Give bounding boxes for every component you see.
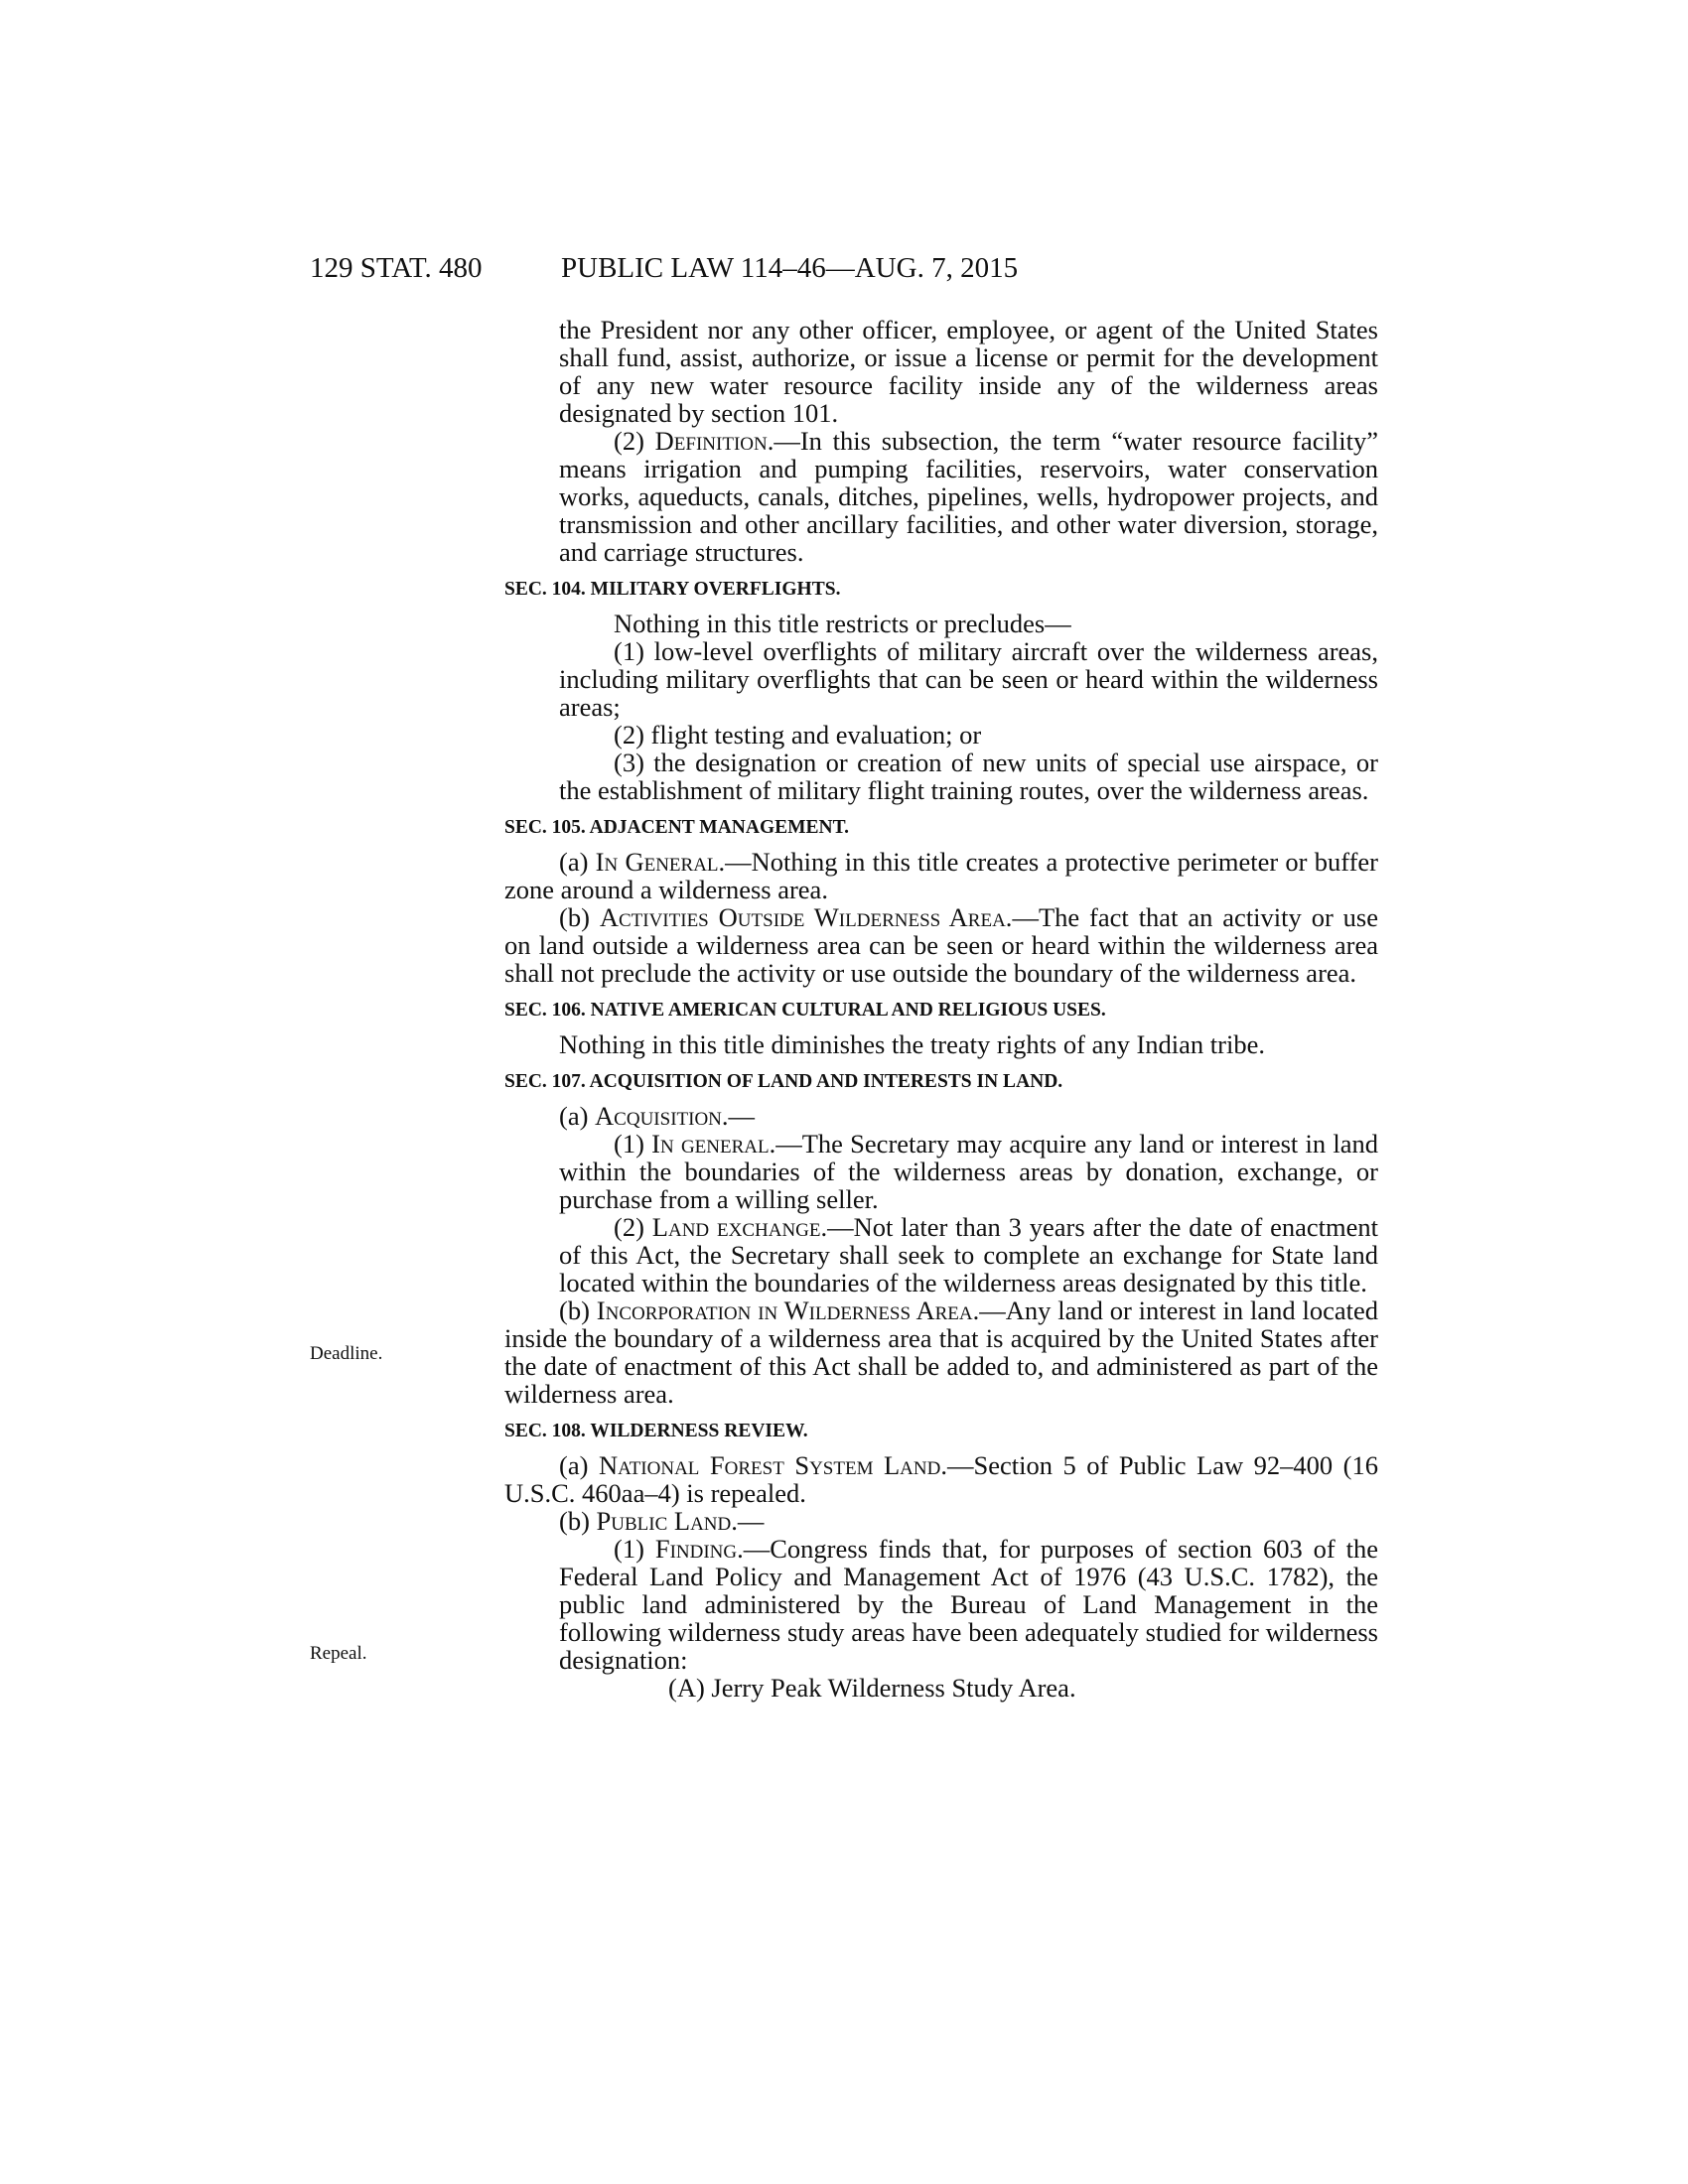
paragraph-107-a-1 xyxy=(504,1130,1378,1213)
paragraph-104-2: (2) flight testing and evaluation; or xyxy=(614,720,982,750)
item-heading: Finding. xyxy=(654,1534,744,1564)
section-heading-105: SEC. 105. ADJACENT MANAGEMENT. xyxy=(504,817,850,838)
paragraph-108-b-1 xyxy=(504,1535,1378,1674)
paragraph-continuation: the President nor any other officer, employee, or agent of the United States shall fund, assist, authorize, or issue a license or permit for the development of any new water resource facility inside any of the wilderness areas designated by section 101. xyxy=(559,315,1378,428)
paragraph-104-1: (1) low-level overflights of military aircraft over the wilderness areas, including military overflights that can be seen or heard within the wilderness areas; xyxy=(559,636,1378,722)
section-heading-108: SEC. 108. WILDERNESS REVIEW. xyxy=(504,1421,808,1441)
item-heading: Public Land. xyxy=(596,1506,738,1536)
item-number: (b) xyxy=(559,1506,590,1536)
item-heading: Acquisition. xyxy=(595,1101,729,1131)
document-body xyxy=(504,316,1378,1702)
item-text: —Section 5 of Public Law 92–400 (16 U.S.C. 460aa–4) is repealed. xyxy=(504,1450,1379,1508)
item-number: (a) xyxy=(559,1450,589,1480)
paragraph-108-a xyxy=(504,1451,1378,1507)
item-text: —The fact that an activity or use on land outside a wilderness area can be seen or heard within the wilderness area shall not preclude the activity or use outside the boundary of the wilderness area. xyxy=(504,902,1379,988)
item-heading: In general. xyxy=(651,1129,776,1159)
paragraph-107-a xyxy=(504,1102,1378,1130)
item-text: —Nothing in this title creates a protective perimeter or buffer zone around a wilderness area. xyxy=(504,847,1378,904)
item-number: (1) xyxy=(614,1129,644,1159)
item-heading: In General. xyxy=(595,847,726,877)
paragraph-105-b xyxy=(504,903,1378,987)
paragraph-108-b-1-A: (A) Jerry Peak Wilderness Study Area. xyxy=(668,1673,1076,1703)
item-text: — xyxy=(737,1506,765,1536)
paragraph-105-a xyxy=(504,848,1378,903)
margin-note-repeal: Repeal. xyxy=(310,1643,367,1664)
item-heading: Definition. xyxy=(654,426,774,456)
section-heading-104: SEC. 104. MILITARY OVERFLIGHTS. xyxy=(504,579,841,600)
item-number: (1) xyxy=(614,1534,644,1564)
running-head: PUBLIC LAW 114–46—AUG. 7, 2015 xyxy=(561,252,1019,284)
item-heading: Land exchange. xyxy=(651,1212,828,1242)
item-heading: Activities Outside Wilderness Area. xyxy=(599,902,1013,932)
statute-page-number: 129 STAT. 480 xyxy=(310,252,483,284)
paragraph-106: Nothing in this title diminishes the treaty rights of any Indian tribe. xyxy=(559,1029,1265,1059)
item-text: — xyxy=(728,1101,756,1131)
item-text: —The Secretary may acquire any land or interest in land within the boundaries of the wilderness areas by donation, exchange, or purchase from a willing seller. xyxy=(559,1129,1379,1214)
item-text: —Any land or interest in land located inside the boundary of a wilderness area that is acquired by the United States after the date of enactment of this Act shall be added to, and administered as part of the wilderness area. xyxy=(504,1296,1378,1409)
page-header xyxy=(0,248,1688,288)
item-number: (a) xyxy=(559,1101,589,1131)
paragraph-definition xyxy=(504,427,1378,566)
item-text: —Not later than 3 years after the date of enactment of this Act, the Secretary shall seek to complete an exchange for State land located within the boundaries of the wilderness areas designated by this title. xyxy=(559,1212,1379,1297)
item-text: —Congress finds that, for purposes of section 603 of the Federal Land Policy and Management Act of 1976 (43 U.S.C. 1782), the public land administered by the Bureau of Land Management in the following wilderness study areas have been adequately studied for wilderness designation: xyxy=(559,1534,1379,1675)
paragraph-104-3: (3) the designation or creation of new units of special use airspace, or the establishment of military flight training routes, over the wilderness areas. xyxy=(559,748,1378,805)
item-number: (2) xyxy=(614,1212,644,1242)
paragraph-107-b xyxy=(504,1297,1378,1408)
item-number: (b) xyxy=(559,1296,590,1325)
paragraph-104-intro: Nothing in this title restricts or precludes— xyxy=(614,609,1071,638)
paragraph-108-b xyxy=(504,1507,1378,1535)
item-heading: Incorporation in Wilderness Area. xyxy=(596,1296,980,1325)
item-number: (a) xyxy=(559,847,589,877)
margin-note-deadline: Deadline. xyxy=(310,1343,383,1364)
item-number: (2) xyxy=(614,426,644,456)
section-heading-107: SEC. 107. ACQUISITION OF LAND AND INTERESTS IN LAND. xyxy=(504,1071,1063,1092)
paragraph-107-a-2 xyxy=(504,1213,1378,1297)
item-number: (b) xyxy=(559,902,590,932)
section-heading-106: SEC. 106. NATIVE AMERICAN CULTURAL AND RELIGIOUS USES. xyxy=(504,1000,1106,1021)
item-text: —In this subsection, the term “water resource facility” means irrigation and pumping facilities, reservoirs, water conservation works, aqueducts, canals, ditches, pipelines, wells, hydropower projects, and transmission and other ancillary facilities, and other water diversion, storage, and carriage structures. xyxy=(559,426,1379,567)
item-heading: National Forest System Land. xyxy=(598,1450,947,1480)
